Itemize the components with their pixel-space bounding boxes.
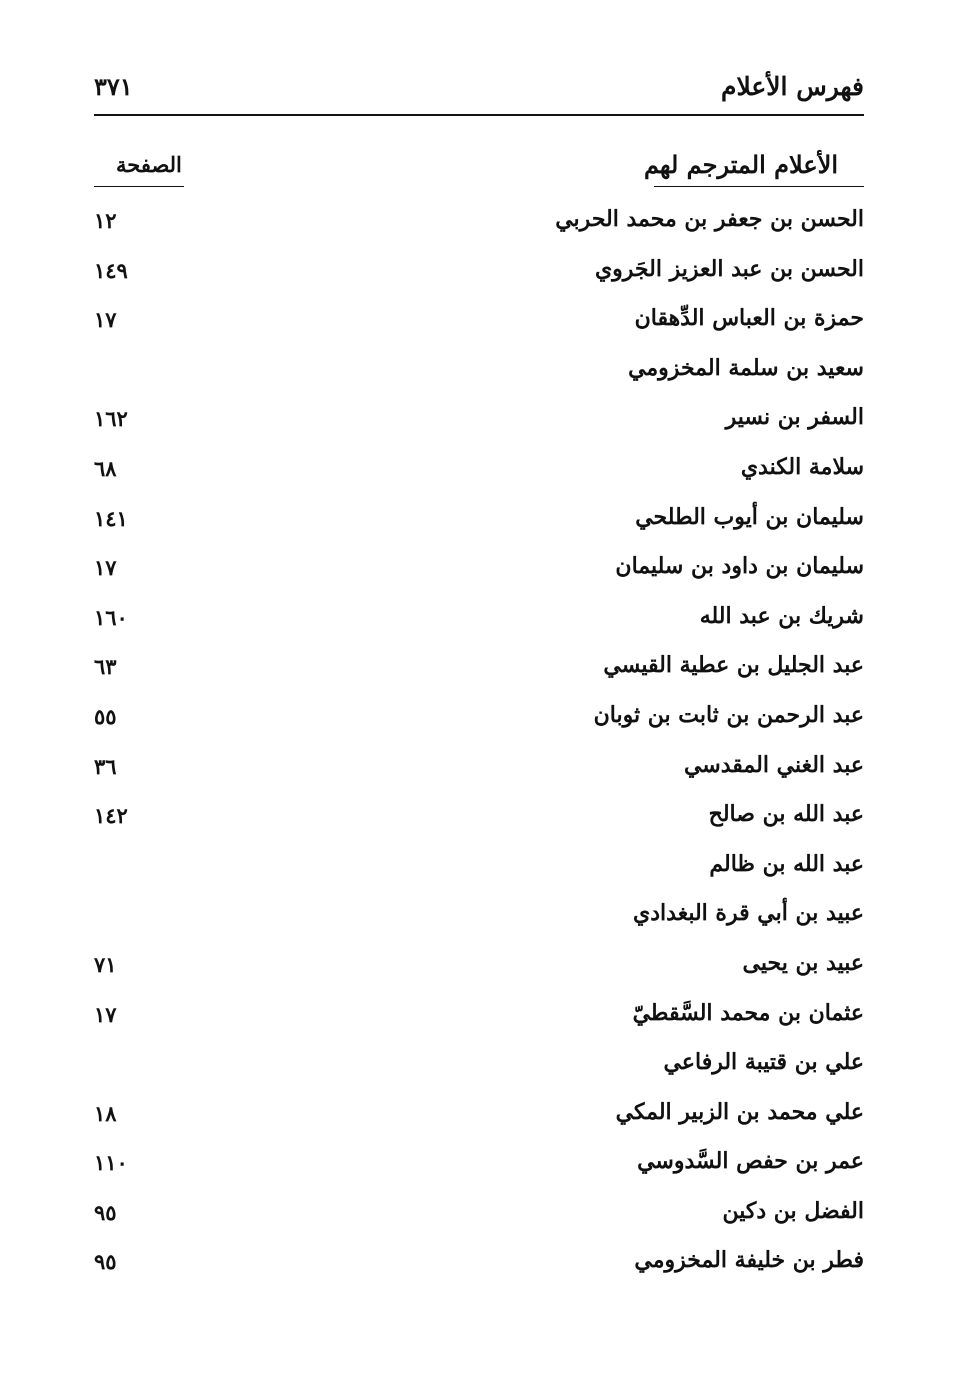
entry-name: حمزة بن العباس الدِّهقان	[634, 305, 864, 332]
page-number: ٣٧١	[94, 72, 133, 101]
index-entry	[94, 892, 864, 942]
index-entry	[94, 248, 864, 298]
entry-name: سليمان بن أيوب الطلحي	[635, 503, 864, 530]
entry-name: عبيد بن يحيى	[742, 949, 864, 976]
names-column-header: الأعلام المترجم لهم	[643, 150, 838, 179]
index-entry	[94, 942, 864, 992]
names-column-underline	[654, 186, 864, 187]
entry-page-number: ١٨	[94, 1100, 117, 1126]
index-entry	[94, 446, 864, 496]
running-title: فهرس الأعلام	[720, 72, 864, 101]
entry-name: عبد الغني المقدسي	[683, 751, 864, 778]
entry-page-number: ١٤١	[94, 505, 128, 531]
index-entry	[94, 198, 864, 248]
entry-page-number: ١٧	[94, 307, 117, 333]
entry-name: السفر بن نسير	[725, 404, 864, 431]
index-entry	[94, 694, 864, 744]
entry-name: عبد الجليل بن عطية القيسي	[603, 652, 864, 679]
index-entry	[94, 347, 864, 397]
index-entry	[94, 396, 864, 446]
entry-page-number: ١٧	[94, 1001, 117, 1027]
running-head	[94, 70, 864, 110]
index-entry	[94, 1190, 864, 1240]
column-headers	[94, 148, 864, 190]
entry-page-number: ٣٦	[94, 753, 117, 779]
index-entry	[94, 1239, 864, 1289]
index-entry	[94, 744, 864, 794]
entry-page-number: ٥٥	[94, 703, 117, 729]
index-entry	[94, 644, 864, 694]
index-entry	[94, 297, 864, 347]
entry-page-number: ١٤٩	[94, 257, 128, 283]
page-column-header: الصفحة	[116, 152, 182, 177]
index-entry	[94, 1091, 864, 1141]
entry-name: سليمان بن داود بن سليمان	[615, 553, 864, 580]
entry-page-number: ٩٥	[94, 1249, 117, 1275]
entry-name: عمر بن حفص السَّدوسي	[637, 1148, 864, 1175]
entry-name: الفضل بن دكين	[722, 1197, 864, 1224]
index-entry	[94, 843, 864, 893]
entry-name: سعيد بن سلمة المخزومي	[628, 354, 864, 381]
entry-page-number: ١٦٢	[94, 406, 128, 432]
entry-page-number: ١٤٢	[94, 803, 128, 829]
index-entry	[94, 1140, 864, 1190]
index-entry	[94, 1041, 864, 1091]
entry-name: علي محمد بن الزبير المكي	[615, 1098, 864, 1125]
index-entry	[94, 496, 864, 546]
index-entry	[94, 595, 864, 645]
index-entry	[94, 545, 864, 595]
index-entry	[94, 793, 864, 843]
entry-name: شريك بن عبد الله	[699, 602, 864, 629]
entry-name: فطر بن خليفة المخزومي	[634, 1247, 864, 1274]
page-column-underline	[94, 186, 184, 187]
entry-page-number: ١٢	[94, 208, 117, 233]
entry-name: الحسن بن عبد العزيز الجَروي	[594, 255, 864, 282]
entry-page-number: ٦٣	[94, 654, 117, 680]
entry-name: عبد الرحمن بن ثابت بن ثوبان	[593, 701, 864, 728]
entry-page-number: ١٦٠	[94, 604, 128, 630]
header-divider	[94, 114, 864, 116]
entry-name: عبيد بن أبي قرة البغدادي	[633, 900, 864, 927]
entry-page-number: ٧١	[94, 951, 117, 977]
entry-name: عبد الله بن صالح	[708, 801, 864, 828]
entry-page-number: ٩٥	[94, 1199, 117, 1225]
entry-name: الحسن بن جعفر بن محمد الحربي	[555, 206, 864, 232]
index-entries	[94, 198, 864, 1289]
index-entry	[94, 992, 864, 1042]
entry-page-number: ١١٠	[94, 1150, 128, 1176]
entry-page-number: ١٧	[94, 555, 117, 581]
entry-name: عبد الله بن ظالم	[709, 850, 864, 877]
entry-page-number: ٦٨	[94, 455, 117, 481]
entry-name: علي بن قتيبة الرفاعي	[663, 1049, 864, 1076]
entry-name: عثمان بن محمد السَّقطيّ	[632, 999, 864, 1026]
entry-name: سلامة الكندي	[740, 453, 864, 480]
